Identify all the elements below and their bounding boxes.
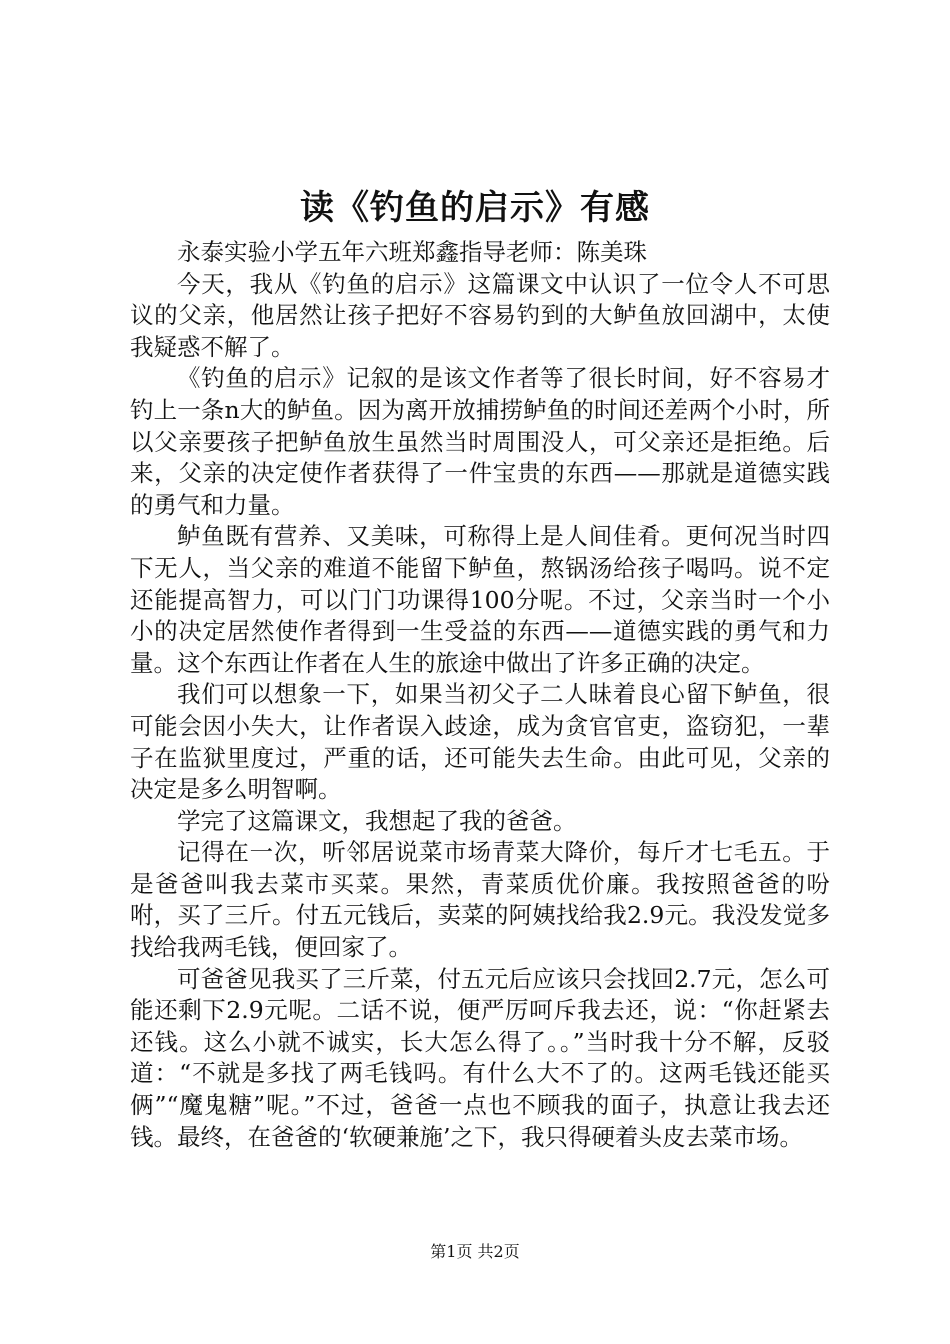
- paragraph: 我们可以想象一下，如果当初父子二人昧着良心留下鲈鱼，很可能会因小失大，让作者误入歧途，成为贪官官吏，盗窃犯，一辈子在监狱里度过，严重的话，还可能失去生命。由此可见，父亲的决定是多么明智啊。: [130, 680, 830, 804]
- paragraph: 记得在一次，听邻居说菜市场青菜大降价，每斤才七毛五。于是爸爸叫我去菜市买菜。果然，青菜质优价廉。我按照爸爸的吩咐，买了三斤。付五元钱后，卖菜的阿姨找给我2.9元。我没发觉多找给我两毛钱，便回家了。: [130, 838, 830, 962]
- paragraph: 鲈鱼既有营养、又美味，可称得上是人间佳肴。更何况当时四下无人，当父亲的难道不能留下鲈鱼，熬锅汤给孩子喝吗。说不定还能提高智力，可以门门功课得100分呢。不过，父亲当时一个小小的决定居然使作者得到一生受益的东西——道德实践的勇气和力量。这个东西让作者在人生的旅途中做出了许多正确的决定。: [130, 522, 830, 677]
- paragraph: 可爸爸见我买了三斤菜，付五元后应该只会找回2.7元，怎么可能还剩下2.9元呢。二话不说，便严厉呵斥我去还，说：“你赶紧去还钱。这么小就不诚实，长大怎么得了。。”当时我十分不解，反驳道：“不就是多找了两毛钱吗。有什么大不了的。这两毛钱还能买俩”“魔鬼糖”呢。”不过，爸爸一点也不顾我的面子，执意让我去还钱。最终，在爸爸的‘软硬兼施’之下，我只得硬着头皮去菜市场。: [130, 964, 830, 1151]
- paragraph: 今天，我从《钓鱼的启示》这篇课文中认识了一位令人不可思议的父亲，他居然让孩子把好不容易钓到的大鲈鱼放回湖中，太使我疑惑不解了。: [130, 269, 830, 361]
- paragraph: 《钓鱼的启示》记叙的是该文作者等了很长时间，好不容易才钓上一条n大的鲈鱼。因为离开放捕捞鲈鱼的时间还差两个小时，所以父亲要孩子把鲈鱼放生虽然当时周围没人，可父亲还是拒绝。后来，父亲的决定使作者获得了一件宝贵的东西——那就是道德实践的勇气和力量。: [130, 364, 830, 519]
- page-footer: 第1页 共2页: [430, 1242, 520, 1261]
- document-title: 读《钓鱼的启示》有感: [300, 188, 650, 228]
- paragraph: 学完了这篇课文，我想起了我的爸爸。: [177, 806, 577, 835]
- byline: 永泰实验小学五年六班郑鑫指导老师：陈美珠: [177, 238, 647, 266]
- document-body: [130, 237, 830, 1153]
